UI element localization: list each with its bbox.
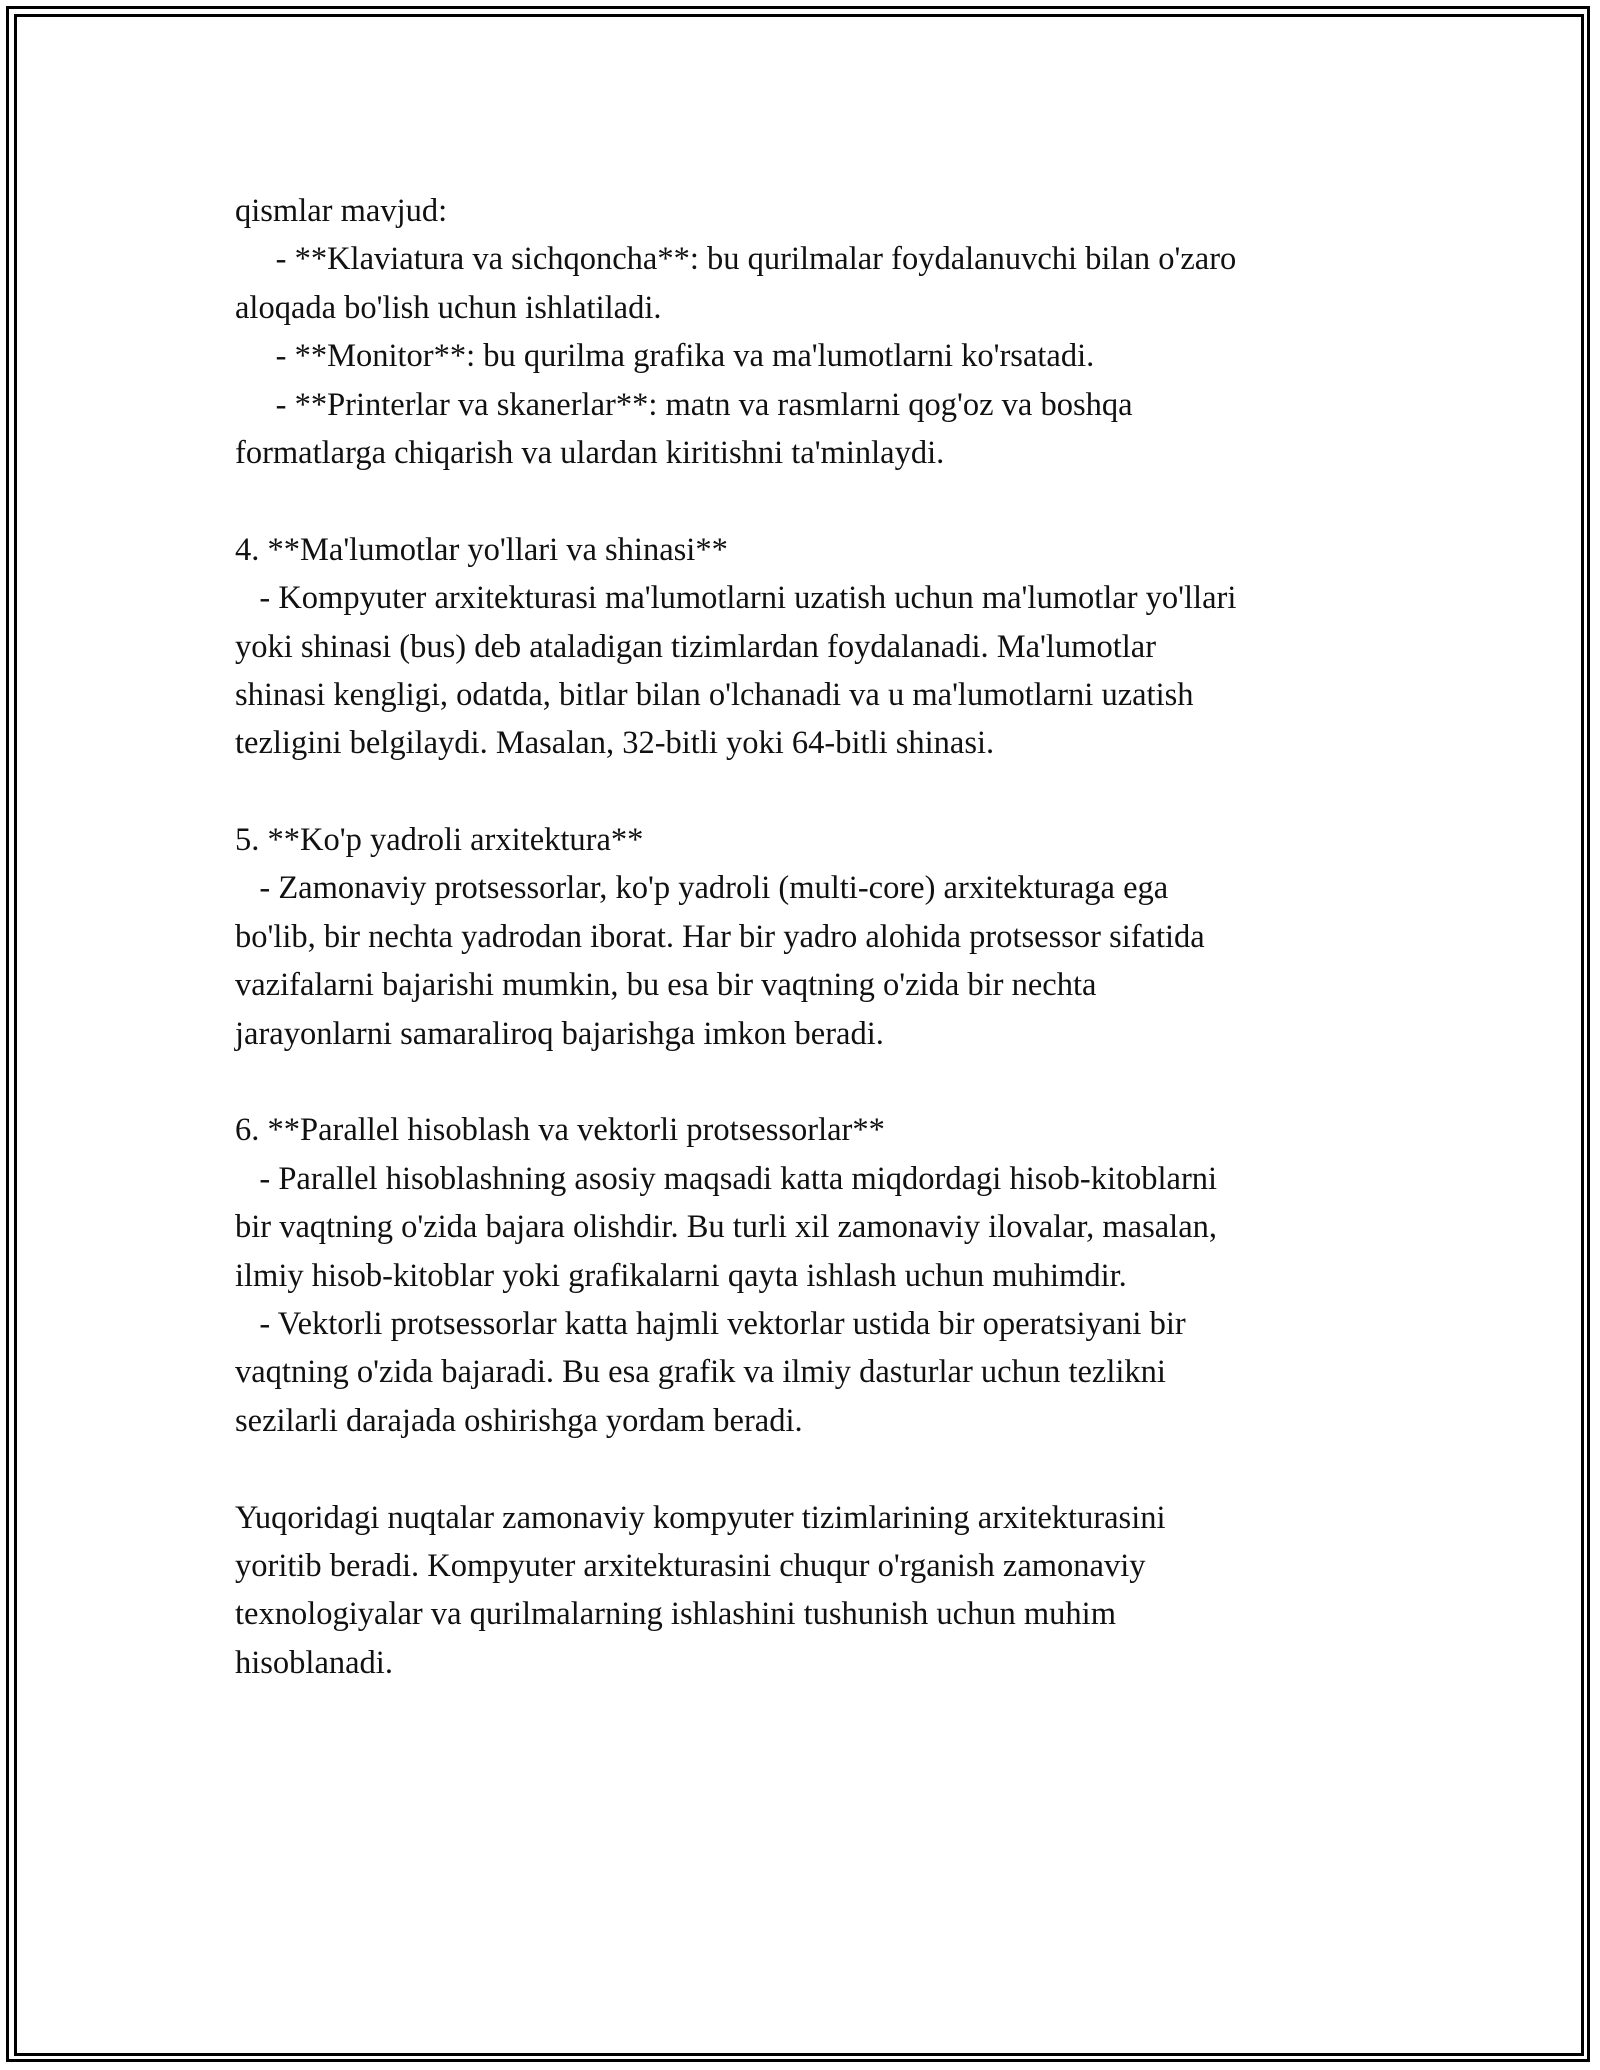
section-heading: 5. **Ko'p yadroli arxitektura** xyxy=(235,822,644,859)
text-line: ilmiy hisob-kitoblar yoki grafikalarni qayta ishlash uchun muhimdir. xyxy=(235,1257,1127,1294)
text-line: aloqada bo'lish uchun ishlatiladi. xyxy=(235,289,662,326)
document-body xyxy=(235,187,1380,1687)
blank-line xyxy=(235,477,1380,525)
text-line: - Zamonaviy protsessorlar, ko'p yadroli (multi-core) arxitekturaga ega xyxy=(235,870,1169,907)
blank-line xyxy=(235,1058,1380,1106)
text-line: qismlar mavjud: xyxy=(235,193,448,229)
text-line: shinasi kengligi, odatda, bitlar bilan o'lchanadi va u ma'lumotlarni uzatish xyxy=(235,676,1194,713)
text-line: hisoblanadi. xyxy=(235,1644,393,1681)
text-line: - **Printerlar va skanerlar**: matn va rasmlarni qog'oz va boshqa xyxy=(235,386,1133,423)
blank-line xyxy=(235,768,1380,816)
text-line: yoritib beradi. Kompyuter arxitekturasini chuqur o'rganish zamonaviy xyxy=(235,1547,1146,1584)
section-heading: 6. **Parallel hisoblash va vektorli protsessorlar** xyxy=(235,1112,885,1149)
text-line: jarayonlarni samaraliroq bajarishga imkon beradi. xyxy=(235,1015,884,1052)
blank-line xyxy=(235,1445,1380,1493)
text-line: vazifalarni bajarishi mumkin, bu esa bir vaqtning o'zida bir nechta xyxy=(235,967,1097,1004)
text-line: tezligini belgilaydi. Masalan, 32-bitli yoki 64-bitli shinasi. xyxy=(235,725,995,762)
text-line: - Kompyuter arxitekturasi ma'lumotlarni uzatish uchun ma'lumotlar yo'llari xyxy=(235,580,1237,617)
section-heading: 4. **Ma'lumotlar yo'llari va shinasi** xyxy=(235,531,728,568)
text-line: texnologiyalar va qurilmalarning ishlashini tushunish uchun muhim xyxy=(235,1596,1116,1633)
text-line: sezilarli darajada oshirishga yordam beradi. xyxy=(235,1402,803,1439)
text-line: bo'lib, bir nechta yadrodan iborat. Har bir yadro alohida protsessor sifatida xyxy=(235,918,1205,955)
text-line: yoki shinasi (bus) deb ataladigan tizimlardan foydalanadi. Ma'lumotlar xyxy=(235,628,1157,665)
text-line: formatlarga chiqarish va ulardan kiritishni ta'minlaydi. xyxy=(235,434,945,471)
text-line: vaqtning o'zida bajaradi. Bu esa grafik va ilmiy dasturlar uchun tezlikni xyxy=(235,1354,1166,1391)
text-line: - Parallel hisoblashning asosiy maqsadi katta miqdordagi hisob-kitoblarni xyxy=(235,1160,1218,1197)
text-line: - **Monitor**: bu qurilma grafika va ma'lumotlarni ko'rsatadi. xyxy=(235,338,1095,375)
text-line: bir vaqtning o'zida bajara olishdir. Bu turli xil zamonaviy ilovalar, masalan, xyxy=(235,1209,1218,1246)
text-line: - **Klaviatura va sichqoncha**: bu qurilmalar foydalanuvchi bilan o'zaro xyxy=(235,241,1237,278)
text-line: Yuqoridagi nuqtalar zamonaviy kompyuter tizimlarining arxitekturasini xyxy=(235,1499,1166,1536)
text-line: - Vektorli protsessorlar katta hajmli vektorlar ustida bir operatsiyani bir xyxy=(235,1305,1186,1342)
